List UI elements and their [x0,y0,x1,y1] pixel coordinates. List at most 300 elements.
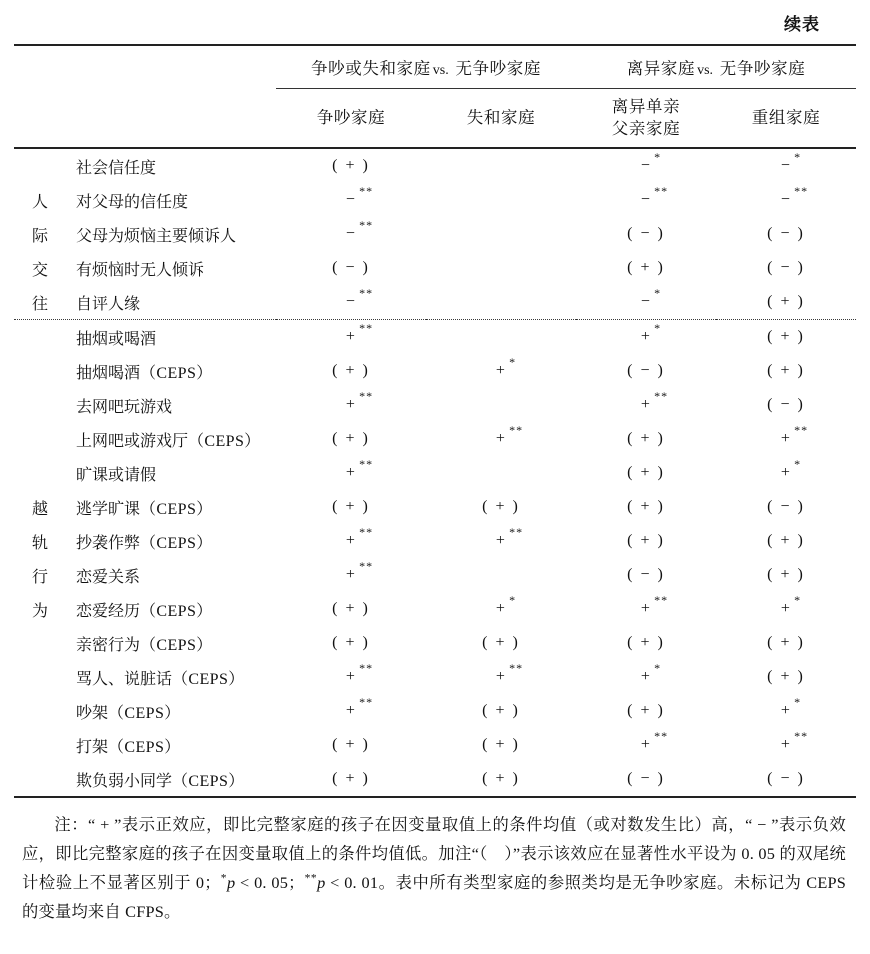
result-value: ( + ) [627,430,665,447]
result-cell [276,354,426,388]
variable-label [66,564,140,587]
section-name-char [14,157,66,175]
result-value: ( + ) [332,362,370,379]
note-p-2: p [317,873,326,892]
result-cell [576,558,716,592]
result-cell [716,183,856,217]
section-name-char: 为 [31,602,48,620]
significance-marker: ** [509,661,524,675]
result-value: ( − ) [767,225,805,242]
variable-label [66,189,188,212]
variable-label-text: 恋爱经历 [76,602,141,620]
row-label-cell [14,320,276,354]
variable-label-text: 社会信任度 [76,159,157,177]
result-value: − ** [780,184,809,208]
result-cell [276,149,426,183]
result-value: + ** [780,729,809,753]
result-cell [716,217,856,251]
significance-marker: ** [359,218,374,232]
result-cell [426,388,576,422]
variable-label-text: 逃学旷课 [76,500,141,518]
result-value: ( + ) [482,736,520,753]
result-cell [426,422,576,456]
variable-label-text: 欺负弱小同学 [76,772,173,790]
result-value: − * [780,150,802,174]
significance-marker: ** [359,457,374,471]
result-value: ( + ) [627,464,665,481]
result-value: ( + ) [767,634,805,651]
significance-marker: * [794,457,802,471]
table-row [14,728,856,762]
result-value: ( − ) [627,566,665,583]
result-cell [576,183,716,217]
significance-marker: ** [359,286,374,300]
row-label-cell [14,149,276,183]
result-value: ( − ) [767,396,805,413]
table-row [14,626,856,660]
section-name-char [14,396,66,414]
result-cell [276,694,426,728]
note-p-1: p [226,873,236,892]
section-name-char [14,702,66,720]
result-cell [426,694,576,728]
result-cell [716,660,856,694]
variable-label-text: 恋爱关系 [76,568,141,586]
row-label-cell [14,728,276,762]
result-cell [426,251,576,285]
variable-label-text: 去网吧玩游戏 [76,398,173,416]
result-cell [276,456,426,490]
table-row [14,592,856,626]
result-cell [576,251,716,285]
significance-marker: ** [654,184,669,198]
table-row [14,762,856,797]
result-cell [276,592,426,626]
table-row [14,149,856,183]
result-value: − * [640,286,662,310]
result-cell [576,217,716,251]
section-name-char: 人 [31,193,48,211]
significance-marker: ** [359,184,374,198]
result-cell [716,354,856,388]
column-header-shihe [426,89,576,149]
result-cell [576,149,716,183]
result-value: ( + ) [767,293,805,310]
result-cell [576,626,716,660]
result-cell [716,422,856,456]
row-label-cell [14,422,276,456]
result-cell [716,456,856,490]
result-value: ( + ) [482,770,520,787]
result-value: ( + ) [767,668,805,685]
column-header-lyi-danqin [576,89,716,149]
column-header-chongzu-line1: 重组家庭 [751,107,821,127]
note-part1: 注：“ + ”表示正效应，即比完整家庭的孩子在因变量取值上的条件均值（或对数发生比）高，“ − ”表示负效应，即比完整家庭的孩子在因变量取值上的条件均值低。加注“（ ）”表示该效应在显著性水平设为 0. 05 的双尾统计检验上不显著区别于 0； [22,815,846,892]
result-value: + ** [640,593,669,617]
result-value: + ** [495,525,524,549]
result-cell [426,762,576,797]
note-val-1: < 0. 05； [235,873,305,892]
table-row [14,558,856,592]
result-value: ( + ) [332,634,370,651]
variable-label [66,734,181,757]
row-label-cell [14,694,276,728]
result-cell [716,728,856,762]
result-value: + * [780,457,802,481]
result-value: ( + ) [332,770,370,787]
result-cell [426,456,576,490]
group-header-2-left: 离异家庭 [626,59,696,78]
result-value: + ** [640,729,669,753]
variable-label-text: 吵架 [76,704,109,722]
result-value: ( − ) [627,225,665,242]
table-row [14,320,856,354]
variable-label-text: 对父母的信任度 [76,193,189,211]
column-header-row [14,89,856,149]
result-cell [276,626,426,660]
significance-marker: * [794,695,802,709]
result-cell [276,558,426,592]
row-label-cell [14,354,276,388]
variable-label-text: 有烦恼时无人倾诉 [76,261,205,279]
result-cell [426,320,576,354]
significance-marker: ** [359,321,374,335]
result-cell [276,728,426,762]
result-value: ( + ) [482,634,520,651]
significance-marker: ** [509,423,524,437]
result-value: ( − ) [767,259,805,276]
result-value: + ** [345,389,374,413]
significance-marker: ** [794,184,809,198]
result-value: + ** [345,559,374,583]
corner-cell-2 [14,89,276,149]
row-label-cell [14,285,276,320]
row-label-cell [14,388,276,422]
result-value: ( + ) [767,362,805,379]
significance-marker: ** [359,695,374,709]
result-cell [576,490,716,524]
result-value: + ** [345,525,374,549]
result-value: + ** [345,695,374,719]
variable-label-text: 抽烟或喝酒 [76,330,157,348]
significance-marker: * [794,593,802,607]
result-cell [576,388,716,422]
result-cell [426,354,576,388]
table-row [14,217,856,251]
table-head [14,45,856,149]
result-cell [276,183,426,217]
table-row [14,456,856,490]
result-value: + ** [495,661,524,685]
result-value: + ** [345,661,374,685]
result-value: ( − ) [767,770,805,787]
note-star-1: * [220,872,227,885]
result-value: ( + ) [482,702,520,719]
variable-source-tag: （CEPS） [172,670,245,688]
variable-label [66,326,156,349]
table-foot [14,797,856,798]
note-star-2: ** [304,872,318,885]
variable-label [66,632,213,655]
table-row [14,422,856,456]
result-cell [426,149,576,183]
result-cell [426,592,576,626]
variable-label [66,223,236,246]
section-name-char [14,430,66,448]
result-value: + ** [345,321,374,345]
result-value: + * [640,661,662,685]
variable-label [66,428,261,451]
group-header-row [14,46,856,89]
section-name-char [14,668,66,686]
result-value: + ** [640,389,669,413]
variable-source-tag: （CEPS） [172,772,245,790]
result-cell [716,490,856,524]
section-name-char: 际 [31,227,48,245]
result-cell [576,524,716,558]
result-value: ( − ) [627,770,665,787]
variable-label-text: 抄袭作弊 [76,534,141,552]
result-cell [576,694,716,728]
variable-label [66,291,140,314]
result-cell [716,626,856,660]
section-name-char [14,736,66,754]
column-header-zhengchao-line1: 争吵家庭 [316,107,386,127]
table-row [14,660,856,694]
result-cell [576,660,716,694]
variable-label [66,462,156,485]
significance-marker: ** [654,729,669,743]
section-name-char: 往 [31,295,48,313]
column-header-lyi-danqin-line1: 离异单亲 [611,96,681,116]
row-label-cell [14,217,276,251]
result-cell [276,660,426,694]
result-value: ( + ) [767,532,805,549]
result-cell [276,320,426,354]
row-label-cell [14,524,276,558]
result-cell [426,217,576,251]
result-cell [716,694,856,728]
result-cell [276,762,426,797]
section-name-char [14,464,66,482]
result-value: ( + ) [627,259,665,276]
variable-label [66,530,213,553]
group-header-2-vs: vs. [697,63,714,78]
variable-label [66,768,245,791]
result-cell [716,251,856,285]
continuation-label: 续表 [784,15,820,34]
significance-marker: * [654,321,662,335]
variable-source-tag: （CEPS） [108,738,181,756]
section-name-char [14,362,66,380]
variable-label [66,666,245,689]
row-label-cell [14,490,276,524]
result-value: ( + ) [627,532,665,549]
group-header-2 [576,46,856,89]
significance-marker: * [509,355,517,369]
result-cell [576,320,716,354]
significance-marker: ** [359,525,374,539]
result-cell [426,626,576,660]
table-row [14,490,856,524]
significance-marker: ** [654,389,669,403]
result-cell [576,762,716,797]
result-value: + * [780,593,802,617]
variable-label-text: 上网吧或游戏厅 [76,432,189,450]
table-row [14,388,856,422]
result-cell [576,354,716,388]
section-name-char [14,770,66,788]
significance-marker: * [794,150,802,164]
table-note [14,810,856,926]
result-cell [426,524,576,558]
note-val-2: < 0. 01。表中所有类型家庭的参照类均是无争吵家庭。未标记为 CEPS 的变量均来自 CFPS。 [22,873,846,921]
section-name-char: 交 [31,261,48,279]
result-cell [576,592,716,626]
corner-cell [14,46,276,89]
row-label-cell [14,558,276,592]
result-value: + * [495,593,517,617]
result-cell [426,558,576,592]
result-value: − ** [640,184,669,208]
result-cell [716,149,856,183]
group-header-2-right: 无争吵家庭 [719,59,806,78]
table-row [14,251,856,285]
result-cell [716,320,856,354]
result-value: + ** [495,423,524,447]
row-label-cell [14,660,276,694]
result-value: ( + ) [332,157,370,174]
column-header-lyi-danqin-line2: 父亲家庭 [611,119,681,138]
variable-label [66,700,181,723]
significance-marker: * [654,150,662,164]
result-cell [716,388,856,422]
result-cell [276,422,426,456]
column-header-shihe-line1: 失和家庭 [466,107,536,127]
result-cell [576,422,716,456]
result-cell [426,490,576,524]
variable-label [66,598,213,621]
result-value: − ** [345,286,374,310]
result-cell [716,762,856,797]
variable-source-tag: （CEPS） [140,534,213,552]
result-cell [276,217,426,251]
variable-source-tag: （CEPS） [108,704,181,722]
significance-marker: ** [509,525,524,539]
result-value: ( + ) [332,600,370,617]
result-value: ( − ) [332,259,370,276]
variable-label [66,360,213,383]
bottom-rule [14,797,856,798]
result-cell [276,251,426,285]
variable-label [66,155,156,178]
column-header-chongzu [716,89,856,149]
result-value: ( − ) [767,498,805,515]
section-name-char [14,634,66,652]
group-header-1-left: 争吵或失和家庭 [311,59,431,78]
table-row [14,694,856,728]
table-row [14,183,856,217]
result-cell [276,285,426,320]
variable-label-text: 打架 [76,738,109,756]
result-value: ( + ) [332,736,370,753]
result-value: + * [780,695,802,719]
variable-label [66,394,172,417]
section-name-char: 轨 [31,534,48,552]
row-label-cell [14,183,276,217]
column-header-zhengchao [276,89,426,149]
result-cell [716,592,856,626]
significance-marker: ** [794,729,809,743]
section-name-char: 行 [31,568,48,586]
result-value: + * [640,321,662,345]
results-table [14,44,856,798]
variable-label-text: 自评人缘 [76,295,141,313]
result-value: ( + ) [767,328,805,345]
variable-source-tag: （CEPS） [140,636,213,654]
table-row [14,285,856,320]
result-cell [716,524,856,558]
significance-marker: ** [359,559,374,573]
variable-source-tag: （CEPS） [140,500,213,518]
row-label-cell [14,762,276,797]
result-cell [716,285,856,320]
row-label-cell [14,456,276,490]
result-value: + ** [780,423,809,447]
result-value: ( + ) [627,634,665,651]
result-value: + * [495,355,517,379]
result-value: − ** [345,184,374,208]
result-value: ( + ) [627,498,665,515]
significance-marker: ** [654,593,669,607]
table-row [14,524,856,558]
significance-marker: * [509,593,517,607]
result-cell [426,660,576,694]
result-value: ( + ) [627,702,665,719]
result-value: ( + ) [332,430,370,447]
result-cell [716,558,856,592]
result-cell [276,524,426,558]
variable-source-tag: （CEPS） [140,364,213,382]
significance-marker: * [654,661,662,675]
row-label-cell [14,626,276,660]
variable-source-tag: （CEPS） [140,602,213,620]
group-header-1-right: 无争吵家庭 [455,59,541,78]
variable-label [66,496,213,519]
result-value: ( + ) [482,498,520,515]
result-value: ( + ) [767,566,805,583]
variable-label-text: 父母为烦恼主要倾诉人 [76,227,237,245]
result-cell [426,728,576,762]
result-cell [276,388,426,422]
result-value: + ** [345,457,374,481]
result-cell [576,728,716,762]
result-value: − ** [345,218,374,242]
variable-label-text: 骂人、说脏话 [76,670,173,688]
result-value: − * [640,150,662,174]
table-row [14,354,856,388]
variable-label-text: 旷课或请假 [76,466,157,484]
result-cell [576,456,716,490]
group-header-1-vs: vs. [432,63,449,78]
variable-source-tag: （CEPS） [188,432,261,450]
variable-label [66,257,204,280]
section-name-char [14,328,66,346]
result-value: ( − ) [627,362,665,379]
row-label-cell [14,251,276,285]
result-cell [276,490,426,524]
group-header-1 [276,46,576,89]
